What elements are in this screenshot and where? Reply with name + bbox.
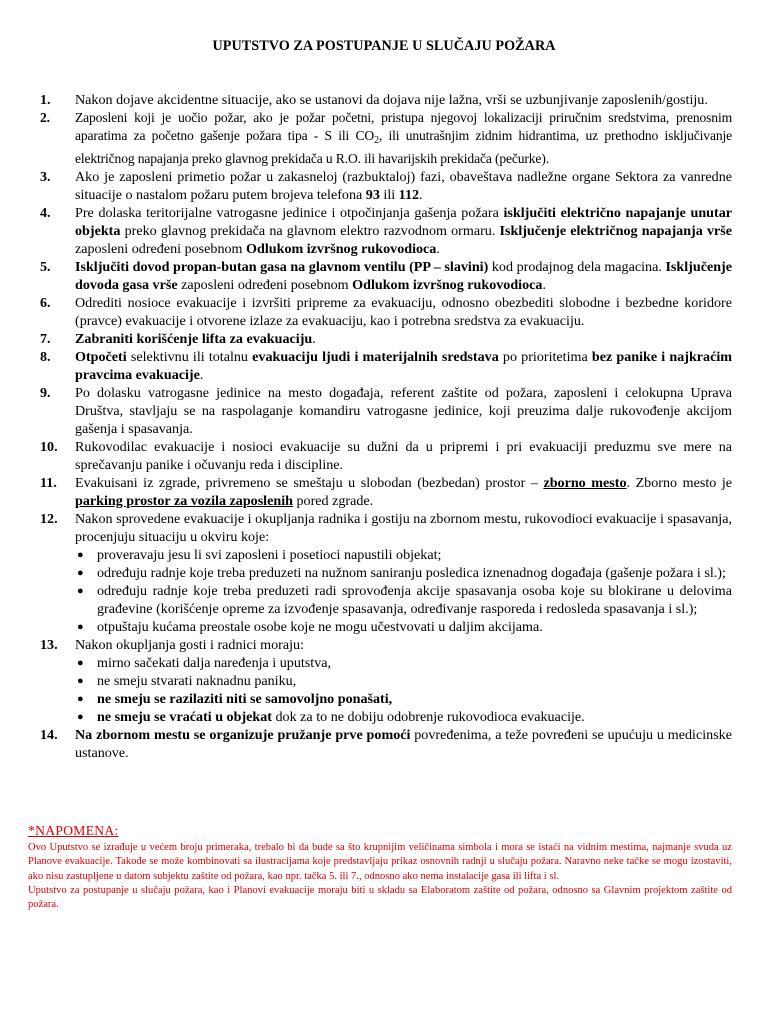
note-body	[28, 841, 732, 912]
bullet-dot-icon: ●	[77, 585, 84, 597]
text-run: Odrediti nosioce evakuacije i izvršiti pripreme za evakuaciju, odnosno obezbediti slobodne i bezbedne koridore (pravce) evakuacije i otvorene izlaze za evakuaciju, kao i potrebna sredstva za evakuaciju.	[75, 295, 732, 329]
instruction-item-13	[0, 636, 768, 726]
emphasis-text: Isključiti dovod propan-butan gasa na glavnom ventilu (PP – slavini)	[75, 259, 489, 275]
item-text	[75, 727, 732, 761]
bullet-dot-icon: ●	[77, 693, 84, 705]
item-number: 12.	[40, 511, 58, 527]
bullet-item	[75, 582, 732, 618]
emphasis-text: isključiti električno napajanje unutar objekta	[75, 205, 732, 239]
bullet-dot-icon: ●	[77, 621, 84, 633]
text-run: kod prodajnog dela magacina.	[488, 259, 666, 275]
text-run: Nakon okupljanja gosti i radnici moraju:	[75, 637, 304, 653]
item-text	[75, 637, 304, 653]
bullet-list	[75, 546, 732, 636]
bullet-dot-icon: ●	[77, 657, 84, 669]
text-run: Zaposleni koji je uočio požar, ako je požar početni, pristupa njegovoj lokalizaciji priručnim sredstvima, prenosnim aparatima za početno gašenje požara tipa - S ili CO	[75, 110, 732, 143]
emphasis-text: Isključenje dovoda gasa vrše	[75, 259, 732, 293]
text-run: Ako je zaposleni primetio požar u zakasneloj (razbuktaloj) fazi, obaveštava nadležne organe Sektora za vanredne situacije o nastalom požaru putem brojeva telefona	[75, 169, 732, 203]
bullet-item	[75, 618, 732, 636]
emphasis-text: Isključenje električnog napajanja vrše	[499, 223, 732, 239]
item-number: 7.	[40, 331, 51, 347]
emphasis-text: 2	[374, 135, 379, 146]
text-run: određuju radnje koje treba preduzeti radi sprovođenja akcije spasavanja osoba koje su blokirane u delovima građevine (korišćenje opreme za izvođenje spasavanja, određivanje rasporeda i redosleda spasavanja i sl.);	[97, 583, 732, 617]
text-run: po prioritetima	[498, 349, 592, 365]
instruction-item-3	[0, 168, 768, 204]
instruction-item-5	[0, 258, 768, 294]
instruction-item-12	[0, 510, 768, 636]
emphasis-text: Zabraniti korišćenje lifta za evakuaciju	[75, 331, 313, 347]
item-number: 8.	[40, 349, 51, 365]
item-number: 13.	[40, 637, 58, 653]
emphasis-text: 93	[365, 187, 380, 203]
item-text	[75, 349, 732, 383]
bullet-item	[75, 690, 732, 708]
text-run: , ili unutrašnjim zidnim hidrantima, uz prethodno isključivanje električnog napajanja preko glavnog prekidača u R.O. ili havarijskih prekidača (pečurke).	[75, 128, 732, 166]
emphasis-text: ne smeju se vraćati u objekat	[97, 709, 272, 725]
bullet-item	[75, 708, 732, 726]
item-text	[75, 385, 732, 437]
text-run: selektivnu ili totalnu	[126, 349, 253, 365]
instruction-item-11	[0, 474, 768, 510]
text-run: .	[542, 277, 546, 293]
bullet-dot-icon: ●	[77, 549, 84, 561]
item-number: 3.	[40, 169, 51, 185]
emphasis-text: evakuaciju ljudi i materijalnih sredstava	[252, 349, 499, 365]
note-paragraph-1: Ovo Uputstvo se izrađuje u većem broju primeraka, trebalo bi da bude sa što krupnijim veličinama simbola i mora se istaći na vidnim mestima, najmanje svuda uz Planove evakuacije. Takođe se može kombinovati sa ilustracijama koje predstavljaju prikaz osnovnih radnji u slučaju požara. Naravno neke tačke se mogu izostaviti, ako nisu zastupljene u datom subjektu zaštite od požara, kao npr. tačka 5. ili 7., odnosno ako nema instalacije gasa ili lifta i sl.	[28, 842, 732, 882]
item-text	[75, 169, 732, 203]
emphasis-text: ne smeju se razilaziti niti se samovoljno ponašati,	[97, 691, 393, 707]
text-run: .	[199, 367, 204, 383]
item-number: 2.	[40, 110, 50, 125]
text-run: pored zgrade.	[292, 493, 374, 509]
bullet-item	[75, 672, 732, 690]
text-run: dok za to ne dobiju odobrenje rukovodioca evakuacije.	[271, 709, 585, 725]
text-run: Pre dolaska teritorijalne vatrogasne jedinice i otpočinjanja gašenja požara	[75, 205, 504, 221]
text-run: povređenima, a teže povređeni se upućuju u medicinske ustanove.	[75, 727, 732, 761]
item-number: 5.	[40, 259, 51, 275]
emphasis-text: 112	[398, 187, 420, 203]
bullet-dot-icon: ●	[77, 711, 84, 723]
bullet-item	[75, 654, 732, 672]
text-run: mirno sačekati dalja naređenja i uputstva,	[97, 655, 332, 671]
text-run: zaposleni određeni posebnom	[177, 277, 353, 293]
page-title: UPUTSTVO ZA POSTUPANJE U SLUČAJU POŽARA	[212, 38, 556, 54]
instruction-item-1	[0, 91, 768, 109]
emphasis-text: parking prostor za vozila zaposlenih	[75, 493, 293, 509]
text-run: . Zborno mesto je	[626, 475, 732, 491]
item-text	[75, 331, 316, 347]
text-run: Po dolasku vatrogasne jedinice na mesto događaja, referent zaštite od požara, zaposleni i celokupna Uprava Društva, stavljaju se na raspolaganje komandiru vatrogasne jedinice, koji preuzima dalje rukovođenje akcijom gašenja i spasavanja.	[75, 385, 732, 437]
instruction-item-9	[0, 384, 768, 438]
emphasis-text: Odlukom izvršnog rukovodioca	[352, 277, 543, 293]
item-number: 11.	[40, 475, 57, 491]
bullet-item	[75, 564, 732, 582]
emphasis-text: bez panike i najkraćim pravcima evakuacije	[75, 349, 733, 383]
emphasis-text: Odlukom izvršnog rukovodioca	[246, 241, 437, 257]
note-heading: *NAPOMENA:	[28, 823, 119, 838]
item-number: 4.	[40, 205, 51, 221]
item-text	[75, 439, 732, 473]
text-run: Evakuisani iz zgrade, privremeno se smeštaju u slobodan (bezbedan) prostor –	[75, 475, 544, 491]
text-run: proveravaju jesu li svi zaposleni i posetioci napustili objekat;	[97, 547, 442, 563]
item-number: 1.	[40, 92, 51, 108]
item-text	[75, 475, 732, 509]
instruction-item-4	[0, 204, 768, 258]
item-text	[75, 92, 708, 108]
item-text	[75, 511, 732, 545]
text-run: otpuštaju kućama preostale osobe koje ne mogu učestvovati u daljim akcijama.	[97, 619, 543, 635]
bullet-item	[75, 546, 732, 564]
item-number: 9.	[40, 385, 51, 401]
text-run: Nakon dojave akcidentne situacije, ako se ustanovi da dojava nije lažna, vrši se uzbunjivanje zaposlenih/gostiju.	[75, 92, 708, 108]
instruction-item-10	[0, 438, 768, 474]
item-text	[75, 259, 732, 293]
instruction-item-2	[0, 109, 768, 168]
note-paragraph-2: Uputstvo za postupanje u slučaju požara, kao i Planovi evakuacije moraju biti u skladu sa Elaboratom zaštite od požara, odnosno sa Glavnim projektom zaštite od požara.	[28, 884, 732, 911]
text-run: Nakon sprovedene evakuacije i okupljanja radnika i gostiju na zbornom mestu, rukovodioci evakuacije i spasavanja, procenjuju situaciju u okviru koje:	[75, 511, 732, 545]
text-run: određuju radnje koje treba preduzeti na nužnom saniranju posledica iznenadnog događaja (gašenje požara i sl.);	[97, 565, 726, 581]
instruction-item-6	[0, 294, 768, 330]
text-run: zaposleni određeni posebnom	[75, 241, 247, 257]
bullet-list	[75, 654, 732, 726]
emphasis-text: zborno mesto	[543, 475, 627, 491]
text-run: .	[312, 331, 316, 347]
item-number: 14.	[40, 727, 58, 743]
text-run: ne smeju stvarati naknadnu paniku,	[97, 673, 297, 689]
emphasis-text: Otpočeti	[75, 349, 127, 365]
text-run: .	[419, 187, 423, 203]
text-run: ili	[379, 187, 399, 203]
text-run: Rukovodilac evakuacije i nosioci evakuacije su dužni da u pripremi i pri evakuaciji preduzmu sve mere na sprečavanju panike i očuvanju reda i discipline.	[75, 439, 732, 473]
item-number: 6.	[40, 295, 51, 311]
text-run: .	[436, 241, 440, 257]
item-text	[75, 295, 732, 329]
text-run: preko glavnog prekidača na glavnom elektro razvodnom ormaru.	[120, 223, 500, 239]
emphasis-text: Na zbornom mestu se organizuje pružanje prve pomoći	[75, 727, 411, 743]
instructions-list	[0, 91, 768, 762]
item-text	[75, 110, 732, 166]
instruction-item-8	[0, 348, 768, 384]
bullet-dot-icon: ●	[77, 567, 84, 579]
instruction-item-7	[0, 330, 768, 348]
item-number: 10.	[40, 439, 58, 455]
item-text	[75, 205, 732, 257]
instruction-item-14	[0, 726, 768, 762]
bullet-dot-icon: ●	[77, 675, 84, 687]
